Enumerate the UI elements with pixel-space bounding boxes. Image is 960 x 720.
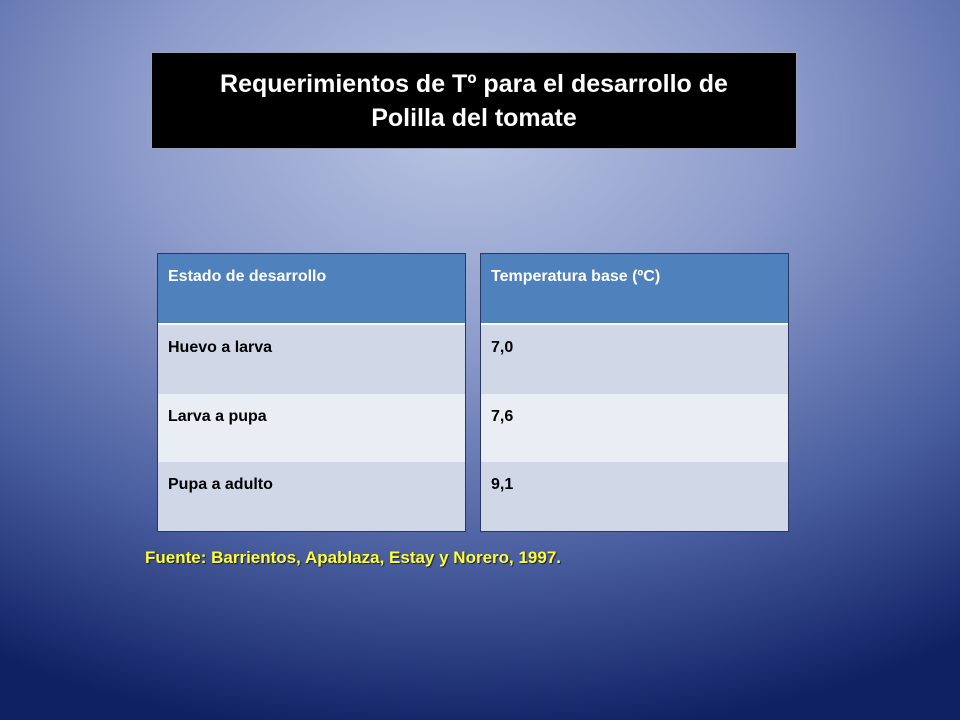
slide-title bbox=[174, 67, 774, 135]
temperature-cell-larva-to-pupa: 7,6 bbox=[481, 394, 788, 463]
slide-title-line-2: Polilla del tomate bbox=[371, 103, 577, 132]
stage-column-header: Estado de desarrollo bbox=[158, 254, 465, 325]
base-temperature-table bbox=[480, 253, 789, 532]
source-citation: Fuente: Barrientos, Apablaza, Estay y Norero, 1997. bbox=[145, 548, 562, 567]
stage-cell-egg-to-larva: Huevo a larva bbox=[158, 325, 465, 394]
temperature-cell-egg-to-larva: 7,0 bbox=[481, 325, 788, 394]
slide-title-line-1: Requerimientos de Tº para el desarrollo de bbox=[220, 69, 728, 98]
stage-cell-pupa-to-adult: Pupa a adulto bbox=[158, 462, 465, 531]
temperature-cell-pupa-to-adult: 9,1 bbox=[481, 462, 788, 531]
development-stage-table bbox=[157, 253, 466, 532]
stage-cell-larva-to-pupa: Larva a pupa bbox=[158, 394, 465, 463]
temperature-column-header: Temperatura base (ºC) bbox=[481, 254, 788, 325]
slide-title-box bbox=[151, 52, 797, 149]
